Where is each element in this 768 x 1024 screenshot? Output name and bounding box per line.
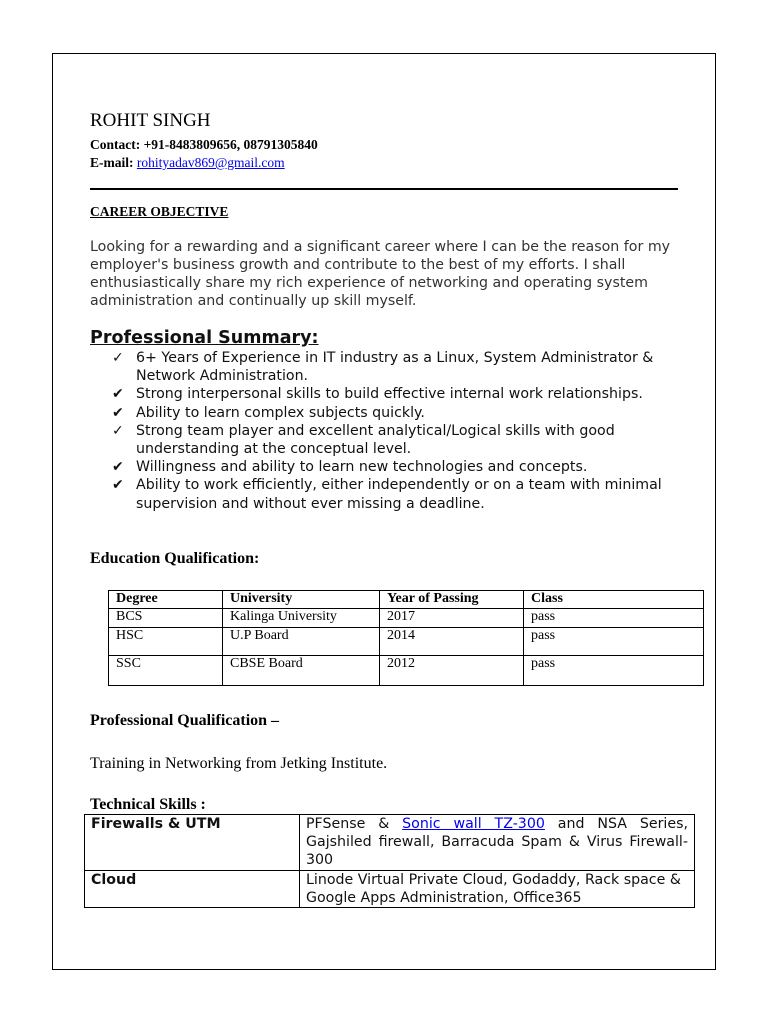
professional-qualification-heading: Professional Qualification – — [90, 712, 280, 729]
email-line — [90, 155, 285, 171]
contact-line: Contact: +91-8483809656, 08791305840 — [90, 137, 318, 152]
table-cell: 2017 — [380, 609, 524, 628]
list-item: ✔ Ability to learn complex subjects quickly. — [112, 404, 425, 421]
list-item: ✓ 6+ Years of Experience in IT industry as a Linux, System Administrator & Network Administration. — [112, 350, 654, 385]
table-cell: SSC — [109, 656, 223, 686]
skill-category: Cloud — [85, 870, 300, 907]
table-cell: CBSE Board — [223, 656, 380, 686]
checkmark-icon: ✓ — [112, 422, 124, 439]
table-cell: BCS — [109, 609, 223, 628]
career-objective-text: Looking for a rewarding and a significant career where I can be the reason for my employer's business growth and contribute to the best of my efforts. I shall enthusiastically share my rich experience of networking and operating system administration and continually up skill myself. — [90, 239, 671, 309]
list-item: ✓ Strong team player and excellent analytical/Logical skills with good understanding at the conceptual level. — [112, 422, 615, 458]
email-link[interactable]: rohityadav869@gmail.com — [136, 155, 285, 170]
list-item: ✔ Ability to work efficiently, either independently or on a team with minimal supervision and without ever missing a deadline. — [112, 477, 662, 512]
table-row — [109, 656, 704, 686]
education-heading: Education Qualification: — [90, 550, 260, 567]
column-header-year: Year of Passing — [380, 591, 524, 609]
skill-category: Firewalls & UTM — [85, 815, 300, 871]
column-header-university: University — [223, 591, 380, 609]
table-cell: 2012 — [380, 656, 524, 686]
table-row — [109, 628, 704, 656]
education-table — [108, 590, 704, 686]
skill-details: Linode Virtual Private Cloud, Godaddy, Rack space & Google Apps Administration, Office365 — [300, 870, 695, 907]
checkmark-icon: ✔ — [112, 386, 124, 403]
training-text: Training in Networking from Jetking Institute. — [90, 755, 388, 772]
column-header-degree: Degree — [109, 591, 223, 609]
table-cell: pass — [524, 609, 704, 628]
candidate-name: ROHIT SINGH — [90, 110, 211, 131]
table-cell: pass — [524, 656, 704, 686]
table-cell: 2014 — [380, 628, 524, 656]
table-row — [85, 815, 695, 871]
table-cell: Kalinga University — [223, 609, 380, 628]
technical-skills-table — [84, 814, 695, 908]
column-header-class: Class — [524, 591, 704, 609]
sonic-wall-link[interactable]: Sonic wall TZ-300 — [402, 816, 545, 832]
table-row — [85, 870, 695, 907]
list-item: ✔ Willingness and ability to learn new technologies and concepts. — [112, 459, 588, 476]
list-item: ✔ Strong interpersonal skills to build effective internal work relationships. — [112, 386, 643, 403]
checkmark-icon: ✓ — [112, 350, 124, 366]
career-objective-heading: CAREER OBJECTIVE — [90, 204, 229, 219]
table-cell: pass — [524, 628, 704, 656]
email-label: E-mail: — [90, 155, 134, 170]
professional-summary-list — [112, 349, 682, 513]
table-cell: HSC — [109, 628, 223, 656]
table-row — [109, 609, 704, 628]
checkmark-icon: ✔ — [112, 477, 124, 494]
skill-details: PFSense & Sonic wall TZ-300 and NSA Series, Gajshiled firewall, Barracuda Spam & Virus Firewall-300 — [300, 815, 695, 871]
professional-summary-heading: Professional Summary: — [90, 328, 319, 348]
technical-skills-heading: Technical Skills : — [90, 796, 206, 813]
table-cell: U.P Board — [223, 628, 380, 656]
header-divider — [90, 188, 678, 190]
table-header-row — [109, 591, 704, 609]
checkmark-icon: ✔ — [112, 404, 124, 421]
checkmark-icon: ✔ — [112, 459, 124, 476]
